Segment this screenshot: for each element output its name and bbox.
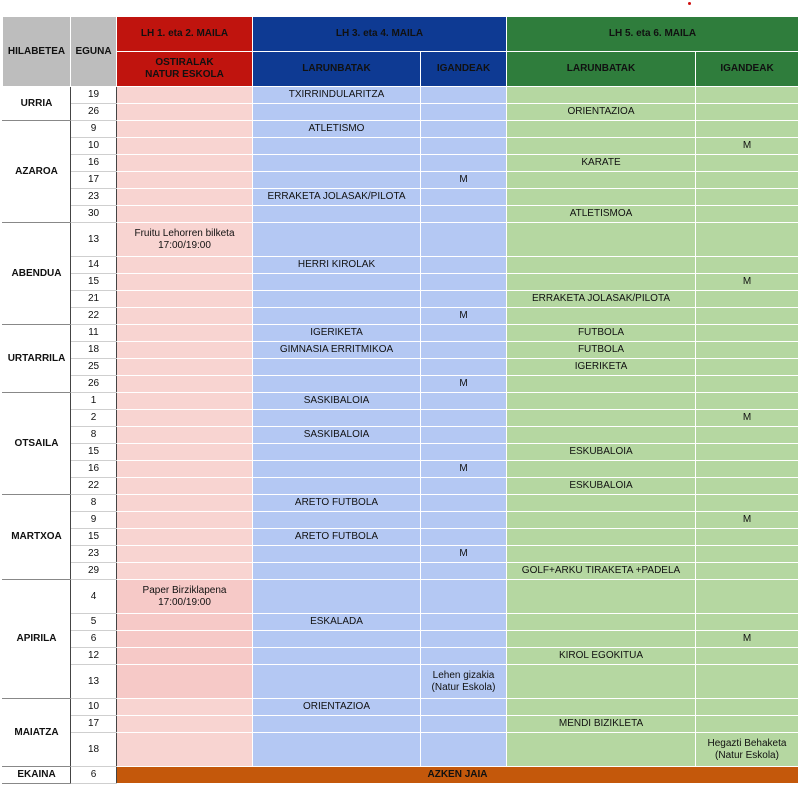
lh34-sunday-cell [421, 223, 507, 257]
lh12-friday-cell [117, 172, 253, 189]
header-day: EGUNA [71, 17, 117, 87]
lh34-sunday-cell [421, 257, 507, 274]
lh34-saturday-cell [253, 478, 421, 495]
day-cell: 17 [71, 716, 117, 733]
lh34-sunday-cell [421, 512, 507, 529]
lh34-saturday-cell: SASKIBALOIA [253, 393, 421, 410]
header-month: HILABETEA [3, 17, 71, 87]
table-row [3, 121, 798, 138]
day-cell: 19 [71, 87, 117, 104]
lh12-friday-cell [117, 121, 253, 138]
header-lh34-saturdays: LARUNBATAK [253, 52, 421, 87]
lh56-sunday-cell: M [696, 512, 798, 529]
lh12-friday-cell [117, 376, 253, 393]
lh12-friday-cell [117, 699, 253, 716]
header-group-lh56: LH 5. eta 6. MAILA [507, 17, 798, 52]
lh34-saturday-cell [253, 223, 421, 257]
lh56-sunday-cell: M [696, 631, 798, 648]
table-row [3, 478, 798, 495]
day-cell: 29 [71, 563, 117, 580]
lh56-saturday-cell [507, 699, 696, 716]
lh34-saturday-cell [253, 580, 421, 614]
lh56-saturday-cell [507, 87, 696, 104]
lh12-friday-cell [117, 206, 253, 223]
day-cell: 25 [71, 359, 117, 376]
header-lh56-sundays: IGANDEAK [696, 52, 798, 87]
lh56-sunday-cell [696, 155, 798, 172]
lh12-friday-cell [117, 529, 253, 546]
table-row [3, 393, 798, 410]
day-cell: 17 [71, 172, 117, 189]
lh12-friday-cell: Paper Birziklapena 17:00/19:00 [117, 580, 253, 614]
day-cell: 2 [71, 410, 117, 427]
table-row [3, 206, 798, 223]
day-cell: 30 [71, 206, 117, 223]
lh56-sunday-cell [696, 291, 798, 308]
lh56-saturday-cell [507, 308, 696, 325]
lh56-saturday-cell [507, 614, 696, 631]
lh56-saturday-cell: KARATE [507, 155, 696, 172]
lh34-sunday-cell [421, 614, 507, 631]
day-cell: 10 [71, 699, 117, 716]
lh56-sunday-cell [696, 495, 798, 512]
lh56-sunday-cell [696, 699, 798, 716]
lh34-saturday-cell: IGERIKETA [253, 325, 421, 342]
table-row [3, 563, 798, 580]
schedule-table [2, 16, 798, 784]
lh56-saturday-cell [507, 512, 696, 529]
lh56-saturday-cell: FUTBOLA [507, 342, 696, 359]
day-cell: 15 [71, 444, 117, 461]
day-cell: 6 [71, 767, 117, 784]
red-dot-mark [688, 2, 691, 5]
month-cell: EKAINA [3, 767, 71, 784]
lh34-sunday-cell [421, 699, 507, 716]
lh56-saturday-cell: ATLETISMOA [507, 206, 696, 223]
lh56-saturday-cell: ESKUBALOIA [507, 444, 696, 461]
lh56-saturday-cell [507, 121, 696, 138]
table-row [3, 648, 798, 665]
day-cell: 10 [71, 138, 117, 155]
table-row [3, 172, 798, 189]
lh56-sunday-cell [696, 206, 798, 223]
month-cell: ABENDUA [3, 223, 71, 325]
lh56-saturday-cell: ERRAKETA JOLASAK/PILOTA [507, 291, 696, 308]
lh56-sunday-cell: M [696, 274, 798, 291]
final-party-cell: AZKEN JAIA [117, 767, 798, 784]
lh34-saturday-cell [253, 512, 421, 529]
table-row [3, 342, 798, 359]
table-row [3, 716, 798, 733]
lh34-saturday-cell [253, 716, 421, 733]
lh56-saturday-cell [507, 546, 696, 563]
lh56-sunday-cell [696, 223, 798, 257]
lh12-friday-cell [117, 189, 253, 206]
table-row [3, 410, 798, 427]
lh34-saturday-cell [253, 444, 421, 461]
lh34-saturday-cell: TXIRRINDULARITZA [253, 87, 421, 104]
lh12-friday-cell [117, 155, 253, 172]
lh56-sunday-cell: M [696, 138, 798, 155]
lh56-saturday-cell [507, 529, 696, 546]
lh12-friday-cell [117, 291, 253, 308]
lh12-friday-cell [117, 257, 253, 274]
day-cell: 4 [71, 580, 117, 614]
lh34-saturday-cell [253, 359, 421, 376]
lh34-sunday-cell [421, 138, 507, 155]
lh12-friday-cell [117, 427, 253, 444]
lh12-friday-cell [117, 665, 253, 699]
lh12-friday-cell [117, 631, 253, 648]
lh12-friday-cell [117, 478, 253, 495]
lh12-friday-cell [117, 733, 253, 767]
lh34-sunday-cell [421, 478, 507, 495]
lh56-saturday-cell [507, 189, 696, 206]
day-cell: 15 [71, 274, 117, 291]
lh34-sunday-cell: M [421, 376, 507, 393]
lh34-sunday-cell [421, 495, 507, 512]
lh34-sunday-cell: M [421, 461, 507, 478]
lh34-sunday-cell [421, 410, 507, 427]
lh56-saturday-cell [507, 172, 696, 189]
day-cell: 9 [71, 512, 117, 529]
lh12-friday-cell [117, 495, 253, 512]
lh56-sunday-cell [696, 121, 798, 138]
lh12-friday-cell [117, 614, 253, 631]
day-cell: 14 [71, 257, 117, 274]
table-row [3, 631, 798, 648]
lh34-sunday-cell [421, 444, 507, 461]
lh12-friday-cell [117, 325, 253, 342]
lh34-sunday-cell [421, 274, 507, 291]
lh56-sunday-cell [696, 359, 798, 376]
month-cell: URRIA [3, 87, 71, 121]
table-row [3, 444, 798, 461]
lh12-friday-cell [117, 342, 253, 359]
day-cell: 13 [71, 223, 117, 257]
table-row [3, 733, 798, 767]
lh56-saturday-cell: GOLF+ARKU TIRAKETA +PADELA [507, 563, 696, 580]
lh34-saturday-cell: GIMNASIA ERRITMIKOA [253, 342, 421, 359]
lh12-friday-cell [117, 393, 253, 410]
lh34-sunday-cell [421, 716, 507, 733]
table-row [3, 546, 798, 563]
lh34-saturday-cell [253, 291, 421, 308]
day-cell: 26 [71, 376, 117, 393]
lh34-sunday-cell: M [421, 546, 507, 563]
day-cell: 22 [71, 478, 117, 495]
lh56-saturday-cell [507, 376, 696, 393]
lh34-sunday-cell [421, 325, 507, 342]
lh56-sunday-cell [696, 189, 798, 206]
lh12-friday-cell [117, 512, 253, 529]
day-cell: 18 [71, 342, 117, 359]
table-row [3, 580, 798, 614]
lh12-friday-cell [117, 410, 253, 427]
lh56-saturday-cell: KIROL EGOKITUA [507, 648, 696, 665]
lh34-saturday-cell [253, 461, 421, 478]
table-row [3, 376, 798, 393]
lh56-sunday-cell [696, 614, 798, 631]
table-row [3, 512, 798, 529]
lh12-friday-cell [117, 104, 253, 121]
table-row [3, 257, 798, 274]
lh12-friday-cell [117, 274, 253, 291]
lh12-friday-cell [117, 716, 253, 733]
lh34-sunday-cell: Lehen gizakia (Natur Eskola) [421, 665, 507, 699]
day-cell: 8 [71, 495, 117, 512]
lh34-saturday-cell [253, 546, 421, 563]
lh56-saturday-cell: IGERIKETA [507, 359, 696, 376]
lh34-saturday-cell [253, 172, 421, 189]
lh56-sunday-cell [696, 444, 798, 461]
lh34-sunday-cell [421, 648, 507, 665]
lh56-sunday-cell [696, 376, 798, 393]
day-cell: 16 [71, 461, 117, 478]
lh12-friday-cell [117, 648, 253, 665]
table-row [3, 699, 798, 716]
lh56-saturday-cell [507, 461, 696, 478]
lh34-saturday-cell [253, 138, 421, 155]
lh34-saturday-cell [253, 410, 421, 427]
day-cell: 1 [71, 393, 117, 410]
table-row [3, 274, 798, 291]
day-cell: 21 [71, 291, 117, 308]
lh34-saturday-cell: ESKALADA [253, 614, 421, 631]
lh56-saturday-cell [507, 665, 696, 699]
lh56-saturday-cell [507, 495, 696, 512]
lh34-saturday-cell [253, 274, 421, 291]
lh56-saturday-cell [507, 274, 696, 291]
lh56-saturday-cell: FUTBOLA [507, 325, 696, 342]
lh56-saturday-cell [507, 580, 696, 614]
day-cell: 9 [71, 121, 117, 138]
lh34-sunday-cell [421, 189, 507, 206]
header-group-lh12: LH 1. eta 2. MAILA [117, 17, 253, 52]
lh56-sunday-cell [696, 716, 798, 733]
lh56-sunday-cell [696, 648, 798, 665]
lh12-friday-cell [117, 308, 253, 325]
lh34-sunday-cell: M [421, 308, 507, 325]
lh56-sunday-cell [696, 257, 798, 274]
lh34-sunday-cell [421, 291, 507, 308]
table-row [3, 614, 798, 631]
lh56-sunday-cell [696, 172, 798, 189]
lh34-sunday-cell [421, 104, 507, 121]
table-row [3, 223, 798, 257]
table-row [3, 308, 798, 325]
lh56-sunday-cell [696, 665, 798, 699]
lh56-sunday-cell [696, 478, 798, 495]
lh34-saturday-cell: ERRAKETA JOLASAK/PILOTA [253, 189, 421, 206]
lh34-saturday-cell: SASKIBALOIA [253, 427, 421, 444]
header-lh56-saturdays: LARUNBATAK [507, 52, 696, 87]
lh12-friday-cell [117, 87, 253, 104]
lh34-saturday-cell [253, 733, 421, 767]
table-row [3, 155, 798, 172]
lh56-sunday-cell [696, 308, 798, 325]
lh12-friday-cell [117, 444, 253, 461]
day-cell: 23 [71, 546, 117, 563]
lh34-sunday-cell [421, 206, 507, 223]
lh56-sunday-cell: Hegazti Behaketa (Natur Eskola) [696, 733, 798, 767]
lh34-saturday-cell [253, 648, 421, 665]
day-cell: 6 [71, 631, 117, 648]
table-row [3, 325, 798, 342]
day-cell: 12 [71, 648, 117, 665]
table-row [3, 427, 798, 444]
lh34-sunday-cell [421, 580, 507, 614]
lh34-sunday-cell [421, 733, 507, 767]
month-cell: MAIATZA [3, 699, 71, 767]
lh34-saturday-cell: ARETO FUTBOLA [253, 529, 421, 546]
lh56-sunday-cell [696, 342, 798, 359]
lh12-friday-cell [117, 546, 253, 563]
lh34-sunday-cell [421, 121, 507, 138]
table-row [3, 87, 798, 104]
lh56-sunday-cell [696, 87, 798, 104]
lh34-sunday-cell [421, 393, 507, 410]
lh34-saturday-cell: ARETO FUTBOLA [253, 495, 421, 512]
lh56-sunday-cell [696, 325, 798, 342]
lh34-sunday-cell [421, 155, 507, 172]
day-cell: 15 [71, 529, 117, 546]
day-cell: 23 [71, 189, 117, 206]
lh34-sunday-cell [421, 529, 507, 546]
lh34-saturday-cell [253, 631, 421, 648]
lh56-saturday-cell [507, 257, 696, 274]
table-row [3, 104, 798, 121]
month-cell: OTSAILA [3, 393, 71, 495]
lh56-sunday-cell [696, 546, 798, 563]
lh34-saturday-cell: ATLETISMO [253, 121, 421, 138]
day-cell: 18 [71, 733, 117, 767]
table-row [3, 291, 798, 308]
lh34-saturday-cell [253, 563, 421, 580]
lh56-saturday-cell [507, 631, 696, 648]
lh56-saturday-cell: MENDI BIZIKLETA [507, 716, 696, 733]
lh56-sunday-cell [696, 461, 798, 478]
lh56-saturday-cell [507, 410, 696, 427]
lh56-sunday-cell [696, 529, 798, 546]
lh34-saturday-cell: HERRI KIROLAK [253, 257, 421, 274]
lh34-sunday-cell [421, 342, 507, 359]
lh34-saturday-cell [253, 206, 421, 223]
lh56-sunday-cell [696, 427, 798, 444]
schedule-body [3, 87, 798, 784]
lh34-saturday-cell: ORIENTAZIOA [253, 699, 421, 716]
lh34-saturday-cell [253, 665, 421, 699]
table-row [3, 665, 798, 699]
day-cell: 5 [71, 614, 117, 631]
lh34-sunday-cell [421, 427, 507, 444]
table-row [3, 359, 798, 376]
day-cell: 16 [71, 155, 117, 172]
day-cell: 26 [71, 104, 117, 121]
lh56-saturday-cell: ESKUBALOIA [507, 478, 696, 495]
lh56-saturday-cell [507, 393, 696, 410]
lh56-sunday-cell [696, 580, 798, 614]
day-cell: 8 [71, 427, 117, 444]
lh56-sunday-cell [696, 563, 798, 580]
lh56-sunday-cell [696, 104, 798, 121]
table-row [3, 461, 798, 478]
header-natur-eskola: OSTIRALAK NATUR ESKOLA [117, 52, 253, 87]
lh34-saturday-cell [253, 104, 421, 121]
lh34-saturday-cell [253, 308, 421, 325]
table-row-final [3, 767, 798, 784]
lh34-saturday-cell [253, 155, 421, 172]
day-cell: 13 [71, 665, 117, 699]
lh56-saturday-cell [507, 427, 696, 444]
table-row [3, 529, 798, 546]
lh12-friday-cell [117, 359, 253, 376]
lh56-saturday-cell [507, 733, 696, 767]
lh34-sunday-cell [421, 359, 507, 376]
lh34-sunday-cell: M [421, 172, 507, 189]
lh34-sunday-cell [421, 563, 507, 580]
lh56-sunday-cell: M [696, 410, 798, 427]
month-cell: MARTXOA [3, 495, 71, 580]
lh56-sunday-cell [696, 393, 798, 410]
lh12-friday-cell: Fruitu Lehorren bilketa 17:00/19:00 [117, 223, 253, 257]
lh12-friday-cell [117, 563, 253, 580]
lh56-saturday-cell [507, 223, 696, 257]
month-cell: AZAROA [3, 121, 71, 223]
lh12-friday-cell [117, 138, 253, 155]
table-row [3, 138, 798, 155]
day-cell: 11 [71, 325, 117, 342]
day-cell: 22 [71, 308, 117, 325]
lh34-sunday-cell [421, 87, 507, 104]
table-row [3, 189, 798, 206]
header-group-lh34: LH 3. eta 4. MAILA [253, 17, 507, 52]
month-cell: URTARRILA [3, 325, 71, 393]
lh56-saturday-cell: ORIENTAZIOA [507, 104, 696, 121]
lh56-saturday-cell [507, 138, 696, 155]
header-lh34-sundays: IGANDEAK [421, 52, 507, 87]
lh34-saturday-cell [253, 376, 421, 393]
month-cell: APIRILA [3, 580, 71, 699]
lh34-sunday-cell [421, 631, 507, 648]
lh12-friday-cell [117, 461, 253, 478]
table-row [3, 495, 798, 512]
